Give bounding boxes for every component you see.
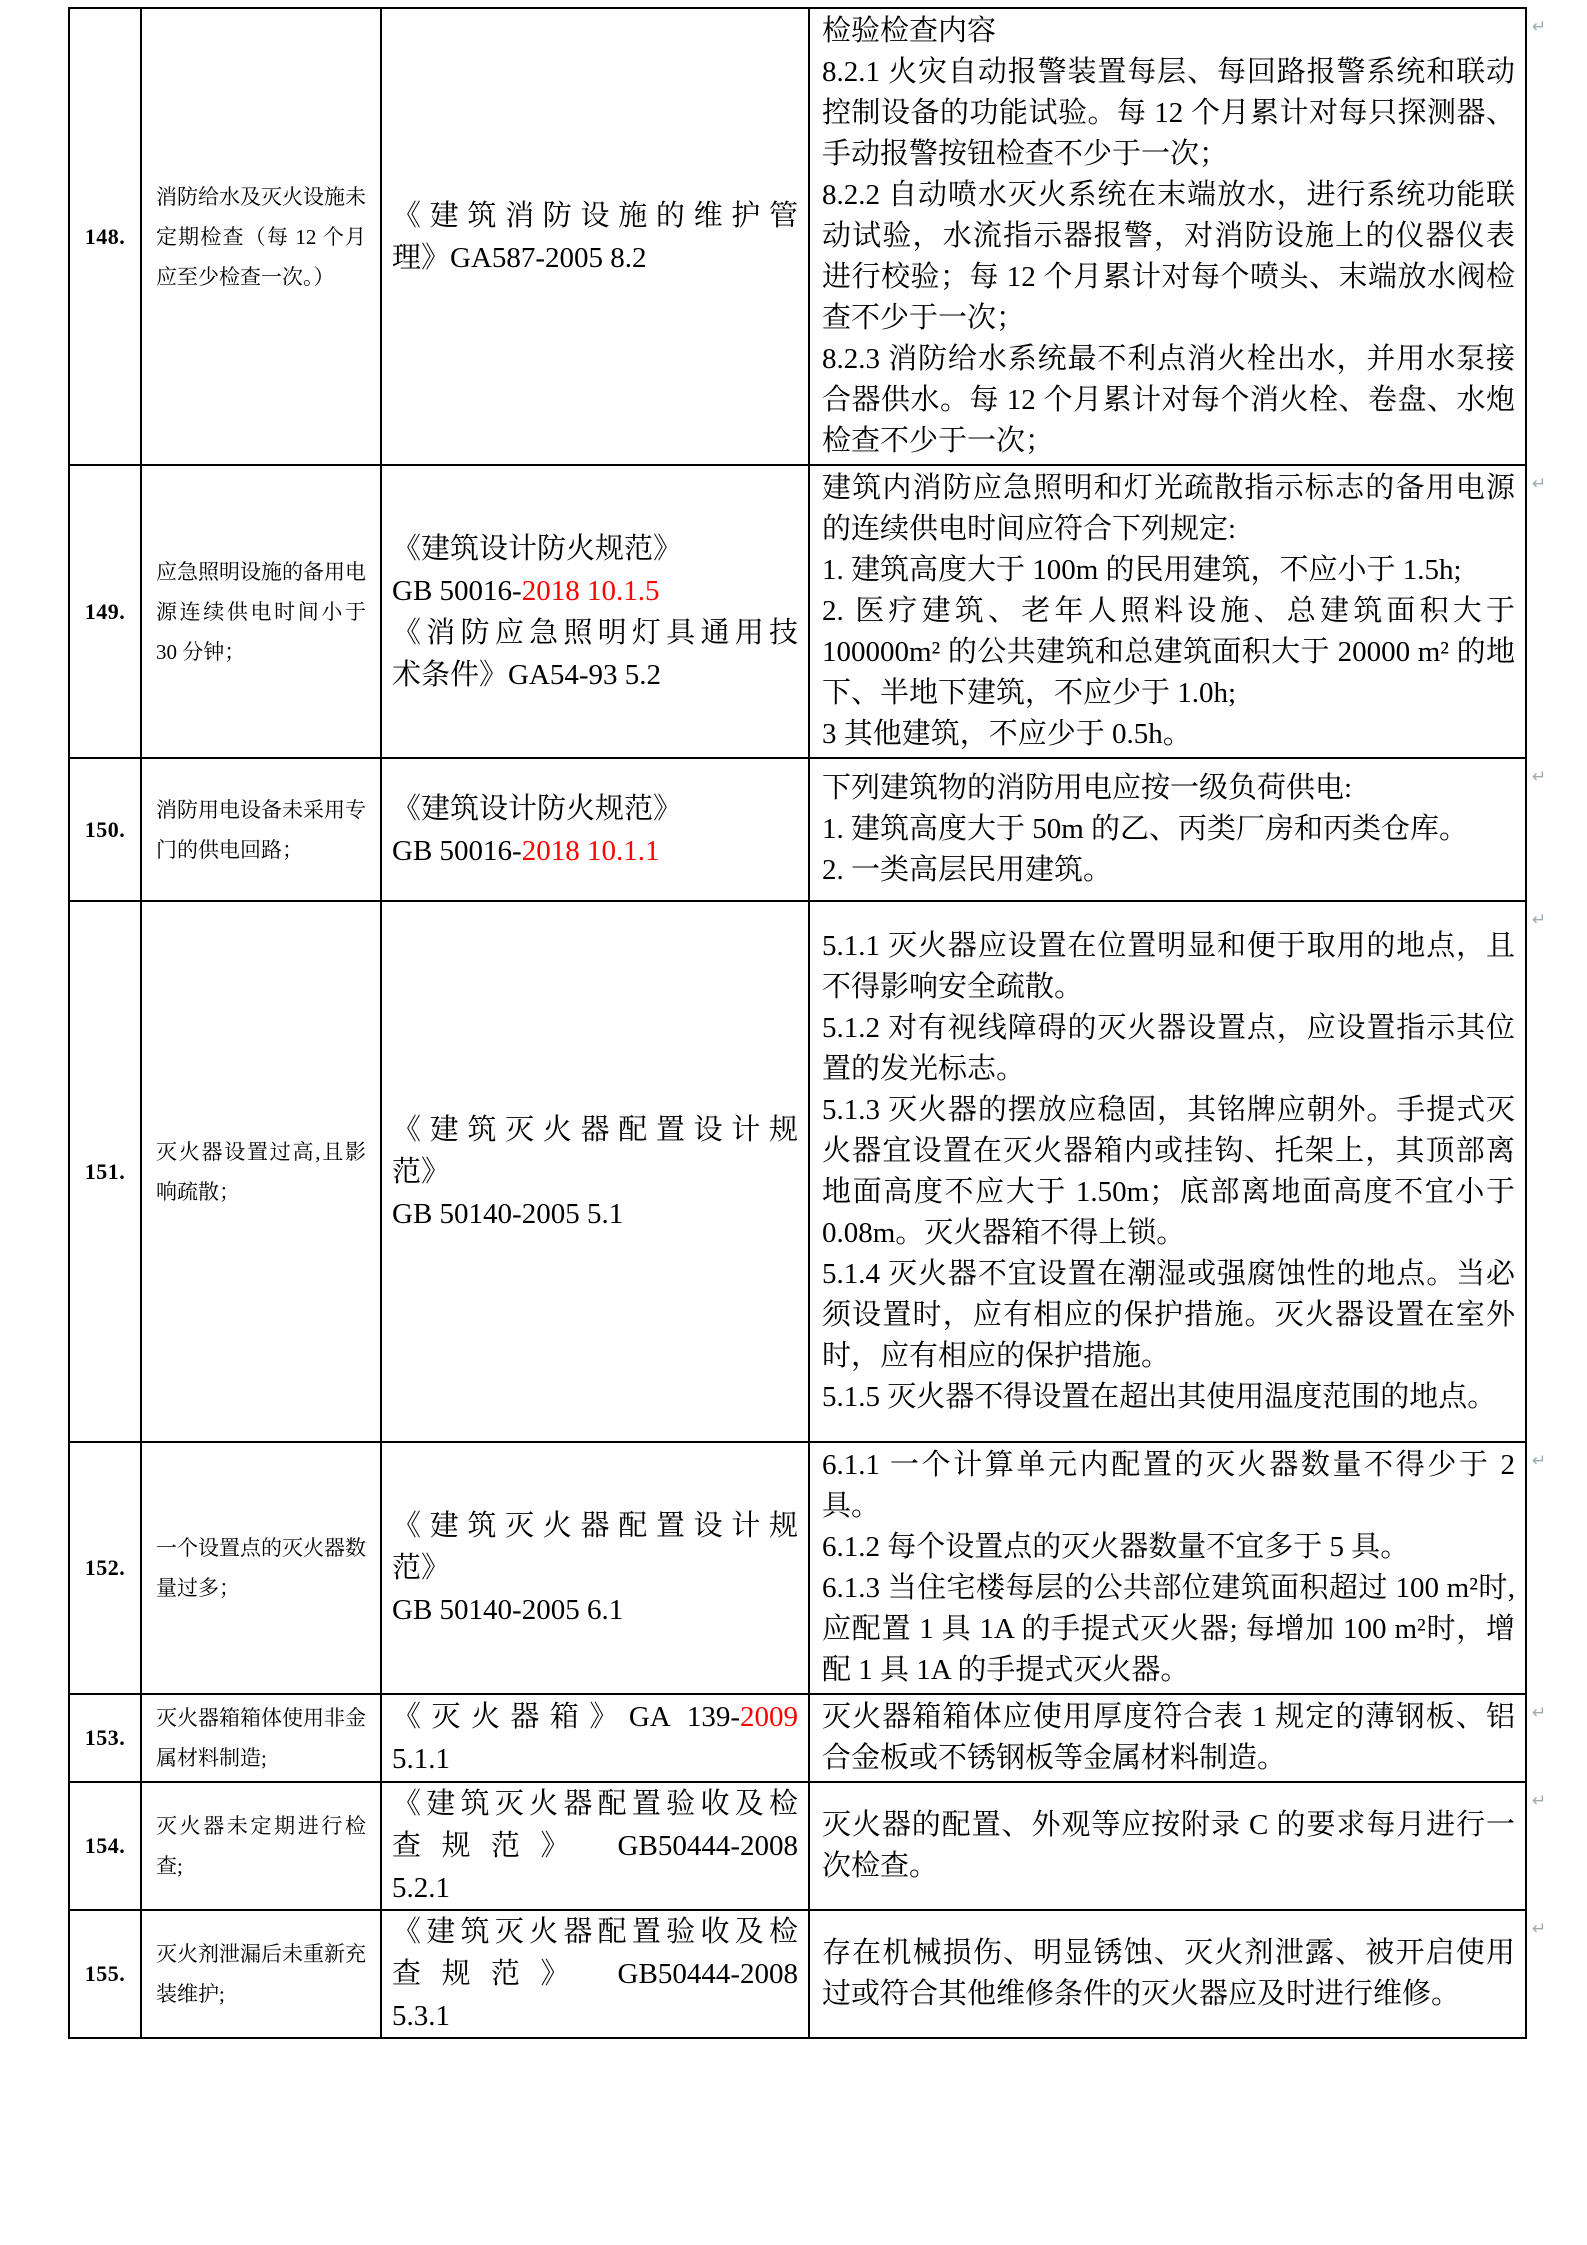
reference-line bbox=[392, 1953, 798, 1995]
reference-text: 《建筑灭火器配置设计规 bbox=[392, 1113, 798, 1146]
row-number-cell: 151. bbox=[69, 901, 141, 1442]
reference-line bbox=[392, 1825, 798, 1867]
paragraph-mark-icon: ↵ bbox=[1532, 1703, 1547, 1723]
paragraph-mark-icon: ↵ bbox=[1532, 474, 1547, 494]
violation-description-cell: 灭火剂泄漏后未重新充装维护; bbox=[141, 1910, 381, 2038]
content-paragraph: 1. 建筑高度大于 100m 的民用建筑，不应小于 1.5h; bbox=[822, 554, 1462, 586]
violation-description-cell: 灭火器箱箱体使用非金属材料制造; bbox=[141, 1694, 381, 1782]
reference-text: 查规范》 GB50444-2008 bbox=[392, 1958, 798, 1990]
row-number-cell: 155. bbox=[69, 1910, 141, 2038]
reference-line bbox=[392, 1547, 798, 1589]
paragraph-mark-icon: ↵ bbox=[1532, 17, 1547, 37]
row-number-cell: 149. bbox=[69, 465, 141, 758]
paragraph-mark-icon: ↵ bbox=[1532, 1919, 1547, 1939]
reference-text: 《建筑设计防火规范》 bbox=[392, 532, 683, 565]
revision-highlight-text: 10.1.1 bbox=[586, 834, 660, 867]
reference-text: GB 50016- bbox=[392, 574, 522, 607]
reference-text: 《建筑设计防火规范》 bbox=[392, 792, 683, 825]
reference-text: 《灭火器箱》GA 139- bbox=[392, 1701, 740, 1733]
content-paragraph: 5.1.4 灭火器不宜设置在潮湿或强腐蚀性的地点。当必须设置时，应有相应的保护措施。灭火器设置在室外时，应有相应的保护措施。 bbox=[822, 1257, 1515, 1372]
revision-highlight-text: 2009 bbox=[740, 1701, 798, 1733]
regulation-reference-cell bbox=[381, 465, 809, 758]
regulation-reference-cell bbox=[381, 8, 809, 465]
reference-line bbox=[392, 1589, 798, 1631]
paragraph-mark-icon: ↵ bbox=[1532, 1451, 1547, 1471]
content-paragraph: 下列建筑物的消防用电应按一级负荷供电: bbox=[822, 772, 1353, 804]
inspection-content-cell bbox=[809, 8, 1526, 465]
content-paragraph: 8.2.3 消防给水系统最不利点消火栓出水，并用水泵接合器供水。每 12 个月累计对每个消火栓、卷盘、水炮检查不少于一次； bbox=[822, 343, 1515, 457]
content-paragraph: 1. 建筑高度大于 50m 的乙、丙类厂房和丙类仓库。 bbox=[822, 813, 1469, 845]
paragraph-mark-icon: ↵ bbox=[1532, 767, 1547, 787]
regulation-reference-cell bbox=[381, 1910, 809, 2038]
reference-text: 《建筑灭火器配置验收及检 bbox=[392, 1916, 798, 1948]
reference-line bbox=[392, 237, 798, 279]
reference-line bbox=[392, 570, 798, 612]
violation-description-cell: 消防用电设备未采用专门的供电回路； bbox=[141, 758, 381, 901]
reference-line bbox=[392, 1783, 798, 1825]
reference-line bbox=[392, 528, 798, 570]
reference-line bbox=[392, 1995, 798, 2037]
reference-text: 《消防应急照明灯具通用技 bbox=[392, 616, 798, 649]
content-paragraph: 2. 一类高层民用建筑。 bbox=[822, 854, 1113, 886]
reference-line bbox=[392, 1505, 798, 1547]
content-paragraph: 5.1.3 灭火器的摆放应稳固，其铭牌应朝外。手提式灭火器宜设置在灭火器箱内或挂钩、托架上，其顶部离地面高度不应大于 1.50m；底部离地面高度不宜小于 0.08m。灭火器箱不得上锁。 bbox=[822, 1093, 1515, 1249]
content-paragraph: 5.1.1 灭火器应设置在位置明显和便于取用的地点，且不得影响安全疏散。 bbox=[822, 929, 1515, 1003]
reference-text: GB 50016- bbox=[392, 834, 522, 867]
violation-description-cell: 消防给水及灭火设施未定期检查（每 12 个月应至少检查一次。） bbox=[141, 8, 381, 465]
reference-text: GB 50140-2005 5.1 bbox=[392, 1197, 624, 1230]
violation-description-cell: 应急照明设施的备用电源连续供电时间小于 30 分钟； bbox=[141, 465, 381, 758]
inspection-content-cell bbox=[809, 758, 1526, 901]
content-paragraph: 6.1.1 一个计算单元内配置的灭火器数量不得少于 2 具。 bbox=[822, 1449, 1515, 1522]
table-row bbox=[69, 1442, 1526, 1694]
reference-text bbox=[580, 835, 587, 867]
inspection-content-cell bbox=[809, 465, 1526, 758]
revision-highlight-text: 10.1.5 bbox=[586, 574, 660, 607]
regulation-reference-cell bbox=[381, 1694, 809, 1782]
content-paragraph: 2. 医疗建筑、老年人照料设施、总建筑面积大于 100000m² 的公共建筑和总建筑面积大于 20000 m² 的地下、半地下建筑，不应少于 1.0h; bbox=[822, 595, 1515, 709]
table-row bbox=[69, 901, 1526, 1442]
reference-line bbox=[392, 1738, 798, 1780]
reference-text: 范》 bbox=[392, 1155, 451, 1188]
reference-line bbox=[392, 788, 798, 830]
content-paragraph: 8.2.2 自动喷水灭火系统在末端放水，进行系统功能联动试验，水流指示器报警，对消防设施上的仪器仪表进行校验；每 12 个月累计对每个喷头、末端放水阀检查不少于一次； bbox=[822, 179, 1515, 334]
reference-line bbox=[392, 1193, 798, 1235]
table-row bbox=[69, 8, 1526, 465]
inspection-content-cell bbox=[809, 901, 1526, 1442]
revision-highlight-text: 2018 bbox=[521, 834, 580, 867]
row-number-cell: 152. bbox=[69, 1442, 141, 1694]
inspection-content-cell bbox=[809, 1910, 1526, 2038]
reference-text: 范》 bbox=[392, 1552, 451, 1584]
row-number-cell: 153. bbox=[69, 1694, 141, 1782]
reference-line bbox=[392, 1696, 798, 1738]
reference-text: 查规范》 GB50444-2008 bbox=[392, 1830, 798, 1862]
content-paragraph: 8.2.1 火灾自动报警装置每层、每回路报警系统和联动控制设备的功能试验。每 12 个月累计对每只探测器、手动报警按钮检查不少于一次； bbox=[822, 56, 1515, 170]
reference-text: GB 50140-2005 6.1 bbox=[392, 1594, 624, 1626]
table-row bbox=[69, 1782, 1526, 1910]
row-number-cell: 148. bbox=[69, 8, 141, 465]
reference-text: 5.1.1 bbox=[392, 1743, 450, 1775]
content-paragraph: 检验检查内容 bbox=[822, 15, 997, 47]
reference-text: 理》GA587-2005 8.2 bbox=[392, 241, 647, 274]
reference-text: 《建筑灭火器配置设计规 bbox=[392, 1510, 798, 1542]
reference-line bbox=[392, 1867, 798, 1909]
violation-description-cell: 灭火器设置过高,且影响疏散； bbox=[141, 901, 381, 1442]
revision-highlight-text: 2018 bbox=[521, 574, 580, 607]
content-paragraph: 6.1.2 每个设置点的灭火器数量不宜多于 5 具。 bbox=[822, 1531, 1410, 1563]
content-paragraph: 6.1.3 当住宅楼每层的公共部位建筑面积超过 100 m²时, 应配置 1 具 1A 的手提式灭火器; 每增加 100 m²时，增配 1 具 1A 的手提式灭火器。 bbox=[822, 1572, 1515, 1686]
paragraph-mark-icon: ↵ bbox=[1532, 910, 1547, 930]
inspection-content-cell bbox=[809, 1694, 1526, 1782]
violation-description-cell: 一个设置点的灭火器数量过多； bbox=[141, 1442, 381, 1694]
paragraph-mark-icon: ↵ bbox=[1532, 1791, 1547, 1811]
violation-description-cell: 灭火器未定期进行检查; bbox=[141, 1782, 381, 1910]
regulation-table bbox=[68, 7, 1527, 2039]
reference-line bbox=[392, 1911, 798, 1953]
table-row bbox=[69, 758, 1526, 901]
regulation-reference-cell bbox=[381, 901, 809, 1442]
table-row bbox=[69, 465, 1526, 758]
reference-line bbox=[392, 1109, 798, 1151]
reference-line bbox=[392, 612, 798, 654]
reference-line bbox=[392, 1151, 798, 1193]
inspection-content-cell bbox=[809, 1782, 1526, 1910]
content-paragraph: 3 其他建筑，不应少于 0.5h。 bbox=[822, 718, 1192, 750]
reference-text: 5.3.1 bbox=[392, 2000, 450, 2032]
content-paragraph: 5.1.5 灭火器不得设置在超出其使用温度范围的地点。 bbox=[822, 1380, 1497, 1413]
inspection-content-cell bbox=[809, 1442, 1526, 1694]
regulation-reference-cell bbox=[381, 1442, 809, 1694]
reference-text bbox=[580, 575, 587, 607]
reference-text: 《建筑灭火器配置验收及检 bbox=[392, 1788, 798, 1820]
reference-line bbox=[392, 830, 798, 872]
reference-line bbox=[392, 195, 798, 237]
reference-text: 《建筑消防设施的维护管 bbox=[392, 199, 798, 232]
regulation-reference-cell bbox=[381, 1782, 809, 1910]
content-paragraph: 建筑内消防应急照明和灯光疏散指示标志的备用电源的连续供电时间应符合下列规定: bbox=[822, 472, 1515, 545]
content-paragraph: 5.1.2 对有视线障碍的灭火器设置点，应设置指示其位置的发光标志。 bbox=[822, 1011, 1515, 1085]
content-paragraph: 存在机械损伤、明显锈蚀、灭火剂泄露、被开启使用过或符合其他维修条件的灭火器应及时进行维修。 bbox=[822, 1937, 1515, 2010]
content-paragraph: 灭火器的配置、外观等应按附录 C 的要求每月进行一次检查。 bbox=[822, 1809, 1515, 1882]
reference-line bbox=[392, 654, 798, 696]
row-number-cell: 150. bbox=[69, 758, 141, 901]
table-row bbox=[69, 1694, 1526, 1782]
regulation-reference-cell bbox=[381, 758, 809, 901]
reference-text: 5.2.1 bbox=[392, 1872, 450, 1904]
content-paragraph: 灭火器箱箱体应使用厚度符合表 1 规定的薄钢板、铝合金板或不锈钢板等金属材料制造。 bbox=[822, 1701, 1515, 1774]
row-number-cell: 154. bbox=[69, 1782, 141, 1910]
table-row bbox=[69, 1910, 1526, 2038]
reference-text: 术条件》GA54-93 5.2 bbox=[392, 658, 662, 691]
